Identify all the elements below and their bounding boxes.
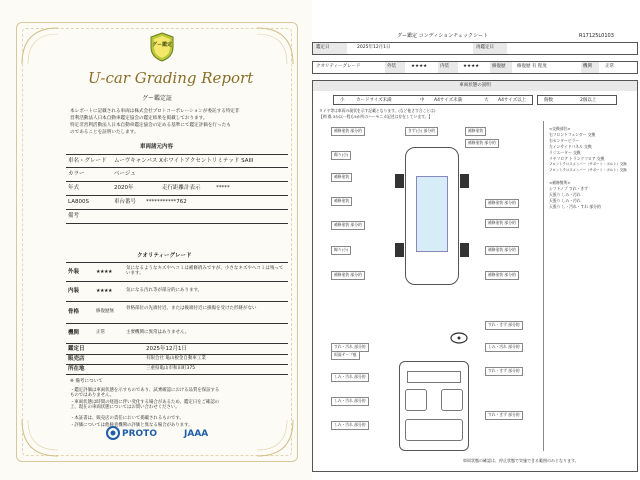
quality-label: 内装 [68, 288, 80, 294]
dash-area [407, 371, 461, 383]
damage-label: 補修塗装 部分的 [485, 199, 519, 208]
size-medium: 中 [420, 98, 425, 103]
side-note: <補修箇所> [549, 180, 571, 185]
size-medium-desc: A4サイズ未満 [434, 98, 463, 103]
note-line: ・評価については他検査機関の評価と異なる場合があります。 [70, 423, 193, 428]
model-code: LA800S [68, 199, 89, 205]
quality-desc: 骨格部位の先端付近、または後端付近に損傷を受けた形跡がない [126, 306, 257, 311]
color-label: カラー [68, 171, 85, 177]
damage-label: 両面テープ痕 [331, 351, 360, 360]
seat-front-left [405, 389, 427, 411]
year-value: 2020年 [114, 185, 134, 191]
corner-ornament-icon [20, 418, 60, 458]
address-value: 三重県亀山市和田町375 [146, 366, 196, 371]
quality-desc: 気になる汚れ等が部分的にあります。 [126, 288, 203, 293]
damage-label: しみ・汚れ 部分的 [485, 343, 523, 352]
vehicle-year-row [66, 182, 288, 196]
quality-row-frame [66, 302, 288, 324]
int-stars: ★★★★ [463, 64, 480, 69]
damage-label: 補修塗装 部分的 [485, 246, 519, 255]
date-row [66, 345, 288, 355]
size-large-desc: A4サイズ以上 [498, 98, 527, 103]
engine-value: 正常 [605, 64, 614, 69]
damage-label: 補修塗装 [331, 197, 352, 206]
damage-label: 傷り(小) [331, 151, 351, 160]
intro-line: 本レポートに記載される車両は株式会社プロトコーポレーションが委託する特定非 [70, 109, 240, 114]
damage-label: 補修塗装 [465, 127, 486, 136]
quality-row-exterior [66, 262, 288, 282]
name-label: 車名・グレード [68, 158, 107, 164]
badge-text: グー鑑定 [152, 42, 173, 48]
note-label: 備考 [68, 213, 80, 219]
dealer-label: 販売店 [68, 356, 85, 362]
note-line: ・本証書は、販売店の責任において掲載されるものです。 [70, 416, 184, 421]
side-note: 右フロントフェンダー 交換 [549, 132, 596, 137]
size-legend [333, 95, 533, 105]
corner-ornament-icon [255, 418, 295, 458]
chassis-value: ***********762 [146, 199, 187, 205]
damage-label: 補修塗装 部分的 [331, 221, 365, 230]
size-large: 大 [484, 98, 489, 103]
legend-note-2: 【例 傷 3か以一程も5か所のハーモニカ記述は存在しています。】 [319, 114, 433, 119]
proto-logo-icon [106, 426, 120, 440]
vehicle-heading: 車両諸元内容 [140, 144, 174, 150]
quality-label: 外装 [68, 269, 80, 275]
wheel-rear-right [460, 243, 469, 257]
note-line: ・車両状態は時間の経過に伴い変化する場合があるため、鑑定日をご確認の上、現在の車両状態についてはお問い合わせください。 [70, 400, 220, 411]
repair-label: 修復歴 [490, 62, 512, 73]
size-small: 小 [340, 98, 345, 103]
quality-label: クオリティーグレード [316, 64, 361, 69]
damage-label: 補修塗装 [331, 173, 352, 182]
script-title: U-car Grading Report [88, 69, 254, 87]
quality-stars: 修復歴無 [96, 309, 114, 314]
corner-ornament-icon [255, 26, 295, 66]
quality-label: 機関 [68, 330, 80, 336]
steering-wheel-icon [449, 331, 469, 345]
damage-label: しみ・汚れ 部分的 [331, 421, 369, 430]
sheet-title: グー鑑定 コンディションチェックシート [397, 33, 488, 39]
seat-rear [405, 419, 463, 441]
date-label: 鑑定日 [68, 346, 85, 352]
date-label: 鑑定日 [313, 43, 347, 54]
side-note: ラジエーター 交換 [549, 150, 581, 155]
intro-line: のであることを証明いたします。 [70, 130, 139, 135]
condition-check-sheet [312, 0, 640, 480]
address-row [66, 365, 288, 375]
quality-heading: クオリティーグレード [137, 253, 192, 259]
side-note: フロントクロスメンバー（サポート・ボルト）交換 [549, 168, 627, 172]
side-note: フロントクロスメンバー（サポート・ボルト）交換 [549, 162, 627, 166]
damage-label: 補修塗装 部分的 [331, 271, 365, 280]
side-note: リヤフロア トランクフロア 交換 [549, 156, 605, 161]
dealer-value: 有限会社 亀山板金自動車工業 [146, 356, 206, 361]
quality-row-interior [66, 282, 288, 302]
doc-id: R17125L0103 [579, 33, 614, 39]
side-note: 天張り し・汚れ・すれ 部分的 [549, 204, 601, 209]
ext-stars: ★★★★ [411, 64, 428, 69]
count-value: 2個以上 [580, 98, 597, 103]
name-value: ムーヴキャンバス Xホワイトアクセントリミテッド SAIII [114, 158, 254, 164]
proto-logo-text: PROTO [122, 429, 157, 439]
ext-label: 外装 [385, 62, 405, 73]
footer-note: 車両状態の確認は、停止状態で実施できる範囲のみとなります。 [463, 458, 579, 463]
damage-label: 補修塗装 部分的 [485, 219, 519, 228]
quality-stars: 正常 [96, 330, 105, 335]
quality-stars: ★★★★ [96, 269, 112, 275]
intro-line: 特定非営利活動法人日本自動車鑑定協会の定める基準にて鑑定評価を行ったも [70, 123, 231, 128]
damage-label: すれ・きず 部分的 [485, 367, 523, 376]
mileage-value: ***** [216, 185, 230, 191]
date-value: 2025年12月1日 [357, 45, 391, 50]
damage-label: すれ・きず 部分的 [485, 411, 523, 420]
damage-label: 補修塗装 部分的 [465, 139, 499, 148]
quality-row [312, 61, 638, 74]
corner-ornament-icon [20, 26, 60, 66]
grading-certificate [0, 0, 312, 480]
damage-label: 線り(小) [331, 246, 351, 255]
intro-line: 営利活動法人日本自動車鑑定協会の鑑定結果を掲載しております。 [70, 116, 208, 121]
quality-stars: ★★★★ [96, 288, 112, 294]
vehicle-color-row [66, 168, 288, 182]
wheel-front-left [395, 174, 404, 188]
note-line: ・鑑定評価は車両状態を示すものであり、試乗確認における品質を保証するものではありません。 [70, 388, 220, 399]
quality-row-engine [66, 324, 288, 344]
seat-front-right [441, 389, 463, 411]
side-note: シフトノブ すれ・きず [549, 186, 588, 191]
damage-label: しみ・汚れ 部分的 [331, 397, 369, 406]
color-value: ベージュ [114, 171, 136, 177]
count-legend [537, 95, 617, 105]
address-label: 所在地 [68, 366, 85, 372]
side-note: 天張り しみ・汚れ [549, 198, 581, 203]
legend-note: タイヤ等は車両の現状を示す記載となります。(など他さす合ことは) [319, 108, 436, 113]
chassis-label: 車台番号 [114, 199, 137, 205]
year-label: 年式 [68, 185, 80, 191]
vehicle-name-row [66, 154, 288, 168]
quality-desc: 気になるようなキズやヘコミは補修済みですが、小さなキズやヘコミは残っています。 [126, 266, 284, 276]
wheel-rear-left [395, 243, 404, 257]
car-glass-area [416, 176, 448, 252]
quality-label: 骨格 [68, 309, 80, 315]
side-note: 天張り しみ・汚れ [549, 192, 581, 197]
jaaa-logo-text: JAAA [184, 429, 209, 439]
side-note: <交換部位> [549, 126, 571, 131]
date-value: 2025年12月1日 [146, 346, 187, 352]
cert-label: グー鑑定証 [142, 95, 173, 102]
reinspect-label: 再鑑定日 [473, 43, 507, 54]
size-small-desc: カードサイズ未満 [356, 98, 392, 103]
damage-label: きず(小) 部分的 [405, 127, 438, 136]
int-label: 内装 [438, 62, 458, 73]
column-divider [543, 121, 544, 451]
side-note: 右センターピラー [549, 138, 580, 143]
vehicle-model-row [66, 196, 288, 210]
dealer-row [66, 355, 288, 365]
wheel-front-right [460, 174, 469, 188]
damage-label: すれ・汚れ 部分的 [331, 343, 369, 352]
mileage-label: 走行距離計表示 [162, 185, 201, 191]
damage-label: すれ・きず 部分的 [485, 321, 523, 330]
quality-desc: 主要機関に異常はありません。 [126, 330, 190, 335]
date-row [312, 42, 638, 55]
side-note: 左インサイドパネル 交換 [549, 144, 592, 149]
damage-label: しみ・汚れ 部分的 [331, 373, 369, 382]
engine-label: 機関 [581, 62, 599, 73]
vehicle-note-row [66, 210, 288, 224]
notes-title: ※ 備考について [70, 379, 103, 384]
state-heading: 車両状態の説明 [313, 81, 637, 91]
damage-label: 補修塗装 部分的 [485, 271, 519, 280]
damage-label: 補修塗装 部分的 [331, 127, 365, 136]
state-panel [312, 80, 638, 472]
count-label: 個数 [544, 98, 553, 103]
repair-value: 修復歴 有 程度 [517, 64, 547, 69]
